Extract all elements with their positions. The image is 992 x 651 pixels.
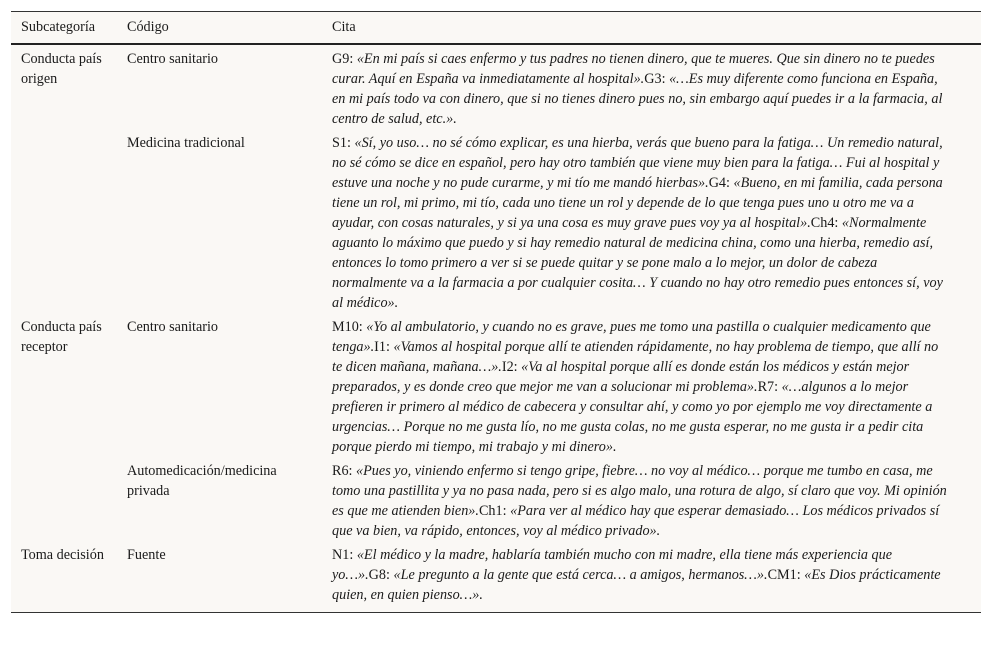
speaker-label: R7:	[757, 379, 782, 395]
quote-text: «Le pregunto a la gente que está cerca… a amigos, hermanos…».	[393, 567, 768, 583]
quote-cell	[322, 543, 981, 613]
header-row	[11, 12, 981, 45]
speaker-label: I1:	[374, 339, 394, 355]
speaker-label: G9:	[332, 51, 357, 67]
quote-text: «Vamos al hospital porque allí te atienden rápidamente, no hay problema de tiempo, que allí no te dicen mañana, mañana…».	[332, 339, 939, 375]
header-subcategory: Subcategoría	[21, 19, 96, 35]
quote-text: «Para ver al médico hay que esperar demasiado… Los médicos privados sí que va bien, va rápido, entonces, voy al médico privado».	[332, 503, 940, 539]
header-quote: Cita	[332, 19, 356, 35]
speaker-label: G4:	[708, 175, 734, 191]
code-cell: Centro sanitario	[127, 51, 219, 67]
header-code: Código	[127, 19, 169, 35]
quote-text: «…Es muy diferente como funciona en España, en mi país todo va con dinero, que si no tienes dinero pues no, sin embargo aquí puedes ir a la farmacia, al centro de salud, etc.».	[332, 71, 943, 127]
quote-cell	[322, 315, 981, 459]
quote-text: «Sí, yo uso… no sé cómo explicar, es una hierba, verás que bueno para la fatiga… Un remedio natural, no sé cómo se dice en español, pero hay otro también que viene muy bien para la fatiga… Fui al hospital y estuve una noche y no pude curarme, y mi tío me mandó hierbas».	[332, 135, 943, 191]
table-row	[11, 543, 981, 613]
quote-text: «Es Dios prácticamente quien, en quien pienso…».	[332, 567, 941, 603]
quote-text: «Pues yo, viniendo enfermo si tengo gripe, fiebre… no voy al médico… porque me tumbo en casa, me tomo una pastillita y ya no pasa nada, pero si es algo malo, una rotura de algo, sí claro que voy. Mi opinión es que me atienden bien».	[332, 463, 947, 519]
quote-cell	[322, 459, 981, 543]
subcategory-cell: Conducta país origen	[21, 51, 102, 87]
speaker-label: Ch4:	[810, 215, 842, 231]
table-header	[11, 12, 981, 45]
quote-text: «El médico y la madre, hablaría también mucho con mi madre, ella tiene más experiencia que yo…».	[332, 547, 893, 583]
subcategory-cell	[11, 131, 117, 315]
table-row	[11, 459, 981, 543]
code-cell: Fuente	[127, 547, 166, 563]
speaker-label: G3:	[644, 71, 670, 87]
code-cell: Medicina tradicional	[127, 135, 245, 151]
speaker-label: M10:	[332, 319, 367, 335]
subcategory-cell	[11, 459, 117, 543]
table-row	[11, 315, 981, 459]
quote-text: «En mi país si caes enfermo y tus padres no tienen dinero, que te mueres. Que sin dinero no te puedes curar. Aquí en España va inmediatamente al hospital».	[332, 51, 935, 87]
quote-text: «Bueno, en mi familia, cada persona tiene un rol, mi primo, mi tío, cada uno tiene un rol y depende de lo que tenga pues uno u otro me va a ayudar, con cosas naturales, y si ya una cosa es muy grave pues voy ya al hospital».	[332, 175, 943, 231]
speaker-label: G8:	[368, 567, 394, 583]
table-row	[11, 44, 981, 131]
table-row	[11, 131, 981, 315]
code-cell: Automedicación/medicina privada	[127, 463, 277, 499]
quote-cell	[322, 131, 981, 315]
quote-text: «Yo al ambulatorio, y cuando no es grave, pues me tomo una pastilla o cualquier medicamento que tenga».	[332, 319, 931, 355]
quote-text: «Va al hospital porque allí es donde están los médicos y están mejor preparados, y es donde creo que mejor me van a solucionar mi problema».	[332, 359, 910, 395]
speaker-label: N1:	[332, 547, 357, 563]
quote-cell	[322, 44, 981, 131]
speaker-label: I2:	[501, 359, 522, 375]
quotes-table	[11, 11, 981, 613]
speaker-label: S1:	[332, 135, 355, 151]
quote-text: «Normalmente aguanto lo máximo que puedo y si hay remedio natural de medicina china, como una hierba, remedio así, entonces lo tomo primero a ver si se puede quitar y se pone malo a lo mejor, un dolor de cabeza normalmente va a la farmacia a por cualquier cosita… Y cuando no hay otro remedio pues entonces sí, voy al médico».	[332, 215, 943, 311]
speaker-label: Ch1:	[478, 503, 511, 519]
quote-text: «…algunos a lo mejor prefieren ir primero al médico de cabecera y consultar ahí, y como yo por ejemplo me voy directamente a urgencias… Porque no me gusta lío, no me gusta colas, no me gusta esperar, no me gusta ir a pedir cita porque pierdo mi tiempo, mi trabajo y mi dinero».	[332, 379, 933, 455]
subcategory-cell: Toma decisión	[21, 547, 104, 563]
code-cell: Centro sanitario	[127, 319, 219, 335]
speaker-label: R6:	[332, 463, 357, 479]
table-body	[11, 44, 981, 613]
speaker-label: CM1:	[767, 567, 805, 583]
subcategory-cell: Conducta país receptor	[21, 319, 102, 355]
